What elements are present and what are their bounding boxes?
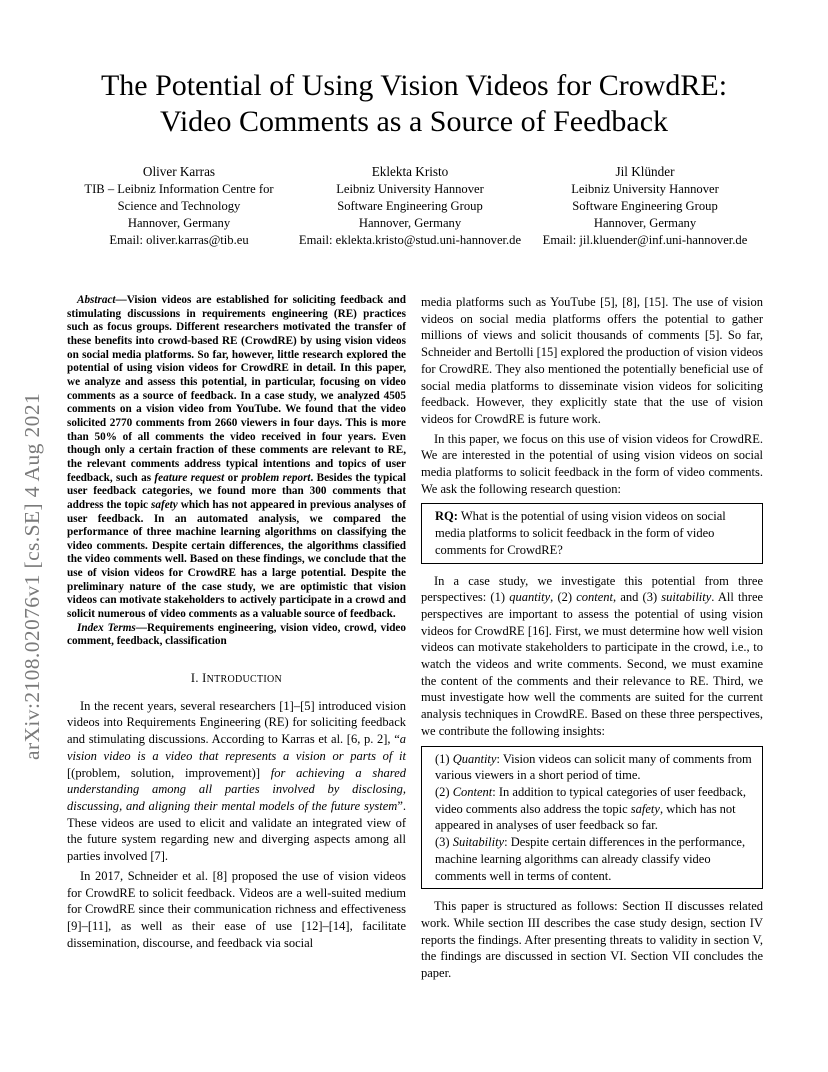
right-column — [421, 294, 763, 982]
insight-item — [435, 834, 753, 884]
author-affiliation: Software Engineering Group — [337, 199, 483, 213]
abstract-text: —Vision videos are established for soliciting feedback and stimulating discussions in requirements engineering (RE) practices such as focus groups. Different researchers motivated the transfer of these benefits into crowd-based RE (CrowdRE) by using vision videos on social media platforms. So far, however, little research explored the potential of using vision videos for CrowdRE in detail. In this paper, we analyze and assess this potential, in particular, focusing on video comments as a source of feedback. In a case study, we analyzed 4505 comments on a vision video from YouTube. We found that the video solicited 2770 comments from 2660 viewers in four days. This is more than 50% of all comments the video received in four years. Even though only a certain fraction of these comments are relevant to RE, the relevant comments address typical intentions and topics of user feedback, such as — [67, 294, 406, 484]
author-affiliation: Leibniz University Hannover — [571, 182, 719, 196]
author-2 — [284, 162, 536, 249]
paragraph-text: , (2) — [550, 590, 577, 605]
section-title: NTRODUCTION — [206, 674, 283, 686]
author-affiliation: Hannover, Germany — [358, 216, 462, 230]
quote-emphasis: a vision video is a video that represents a vision or parts of it — [67, 732, 406, 763]
insight-number: (2) — [435, 784, 453, 799]
insight-number: (3) — [435, 835, 453, 850]
author-3 — [530, 162, 760, 249]
insight-item — [435, 784, 753, 834]
author-name: Jil Klünder — [615, 164, 675, 179]
left-column — [67, 294, 407, 950]
section-numeral: I. I — [190, 671, 207, 686]
arxiv-identifier[interactable]: arXiv:2108.02076v1 [cs.SE] 4 Aug 2021 — [20, 392, 44, 760]
insight-text: , which has not appeared in analyses of user feedback so far. — [435, 801, 736, 833]
section-heading-introduction — [67, 670, 406, 689]
abstract-text: or — [224, 471, 242, 484]
insight-text: : Despite certain differences in the performance, machine learning algorithms can already classify video comments well in terms of content. — [435, 835, 746, 883]
index-terms-text: —Requirements engineering, vision video, crowd, video comment, feedback, classification — [67, 621, 406, 648]
term-emphasis: suitability — [661, 590, 712, 605]
paragraph-text: In the recent years, several researchers [1]–[5] introduced vision videos into Requirements Engineering (RE) for soliciting feedback and stimulating discussions. According to Karras et al. [6, p. 2], “ — [67, 698, 406, 747]
right-paragraph-2 — [421, 573, 763, 740]
quote-emphasis: for achieving a shared understanding among all parties involved by disclosing, discussing, and aligning their mental models of the future system — [67, 765, 406, 813]
index-terms-lead: Index Terms — [77, 621, 136, 634]
abstract-text: . Besides the typical user feedback categories, we found more than 300 comments that address the topic — [67, 471, 407, 511]
paragraph-text: . All three perspectives are important to assess the potential of using vision videos for CrowdRE [16]. First, we must determine how well vision videos can motivate stakeholders to participate in the crowd, i.e., to watch the videos and write comments. Second, we must examine the content of the comments and their relevance to RE. Third, we must investigate how well the comments are suited for the current analysis techniques in CrowdRE. Based on these three perspectives, we contribute the following insights: — [421, 590, 764, 738]
author-affiliation: TIB – Leibniz Information Centre for — [84, 182, 274, 196]
intro-paragraph-2: In 2017, Schneider et al. [8] proposed the use of vision videos for CrowdRE to solicit feedback. Videos are a well-suited medium for CrowdRE since their communication richness and effectiveness [9]–[11], as well as their ease of use [12]–[14], facilitate dissemination, discourse, and feedback via social — [67, 868, 406, 950]
paragraph-text: ”. These videos are used to elicit and validate an integrated view of the future system regarding new and diverging aspects among all parties involved [7]. — [67, 798, 406, 864]
abstract-emphasis: safety — [151, 498, 178, 511]
abstract-lead: Abstract — [77, 294, 116, 306]
intro-paragraph-1 — [67, 698, 406, 865]
author-affiliation: Leibniz University Hannover — [336, 182, 484, 196]
rq-text: What is the potential of using vision videos on social media platforms to solicit feedback in the form of video comments for CrowdRE? — [435, 509, 726, 557]
author-1 — [73, 162, 285, 249]
paper-title — [40, 68, 788, 140]
index-terms — [67, 622, 406, 649]
term-emphasis: quantity — [509, 590, 551, 605]
author-affiliation: Hannover, Germany — [127, 216, 231, 230]
author-email[interactable]: Email: oliver.karras@tib.eu — [109, 233, 249, 247]
author-email[interactable]: Email: eklekta.kristo@stud.uni-hannover.de — [298, 233, 522, 247]
paragraph-text: [(problem, solution, improvement)] — [67, 765, 271, 780]
paragraph-text: , and (3) — [613, 590, 662, 605]
author-name: Oliver Karras — [142, 164, 216, 179]
author-affiliation: Software Engineering Group — [572, 199, 718, 213]
author-name: Eklekta Kristo — [371, 164, 449, 179]
title-line-1: The Potential of Using Vision Videos for CrowdRE: — [100, 69, 728, 102]
insight-term: Content — [452, 784, 493, 799]
rq-label: RQ: — [435, 509, 458, 524]
insight-term: Suitability — [452, 835, 505, 850]
insights-box — [421, 746, 763, 890]
title-line-2: Video Comments as a Source of Feedback — [159, 105, 669, 138]
research-question-box — [421, 503, 763, 563]
abstract-emphasis: feature request — [154, 471, 225, 484]
insight-number: (1) — [435, 751, 453, 766]
author-email[interactable]: Email: jil.kluender@inf.uni-hannover.de — [542, 233, 748, 247]
insight-term: Quantity — [452, 751, 497, 766]
right-paragraph-1: In this paper, we focus on this use of vision videos for CrowdRE. We are interested in the potential of using vision videos on social media platforms to solicit feedback in the form of video comments. We ask the following research question: — [421, 431, 763, 496]
abstract — [67, 294, 406, 622]
right-paragraph-3: This paper is structured as follows: Section II discusses related work. While section III describes the case study design, section IV reports the findings. After presenting threats to validity in section V, the findings are discussed in section VI. Section VII concludes the paper. — [421, 899, 763, 981]
author-affiliation: Hannover, Germany — [593, 216, 697, 230]
abstract-text: which has not appeared in previous analyses of user feedback. In an automated analysis, we compared the performance of three machine learning algorithms on classifying the video comments. Despite certain differences, the algorithms classified the video comments well. Based on these findings, we conclude that the use of vision videos for CrowdRE has a large potential. Despite the preliminary nature of the case study, we are optimistic that vision videos can motivate stakeholders to actively participate in a crowd and solicit numerous of video comments as a valuable source of feedback. — [67, 498, 406, 621]
insight-term: safety — [630, 801, 660, 816]
insight-text: : Vision videos can solicit many of comments from various viewers in a short period of time. — [435, 751, 752, 783]
intro-paragraph-2-continued: media platforms such as YouTube [5], [8], [15]. The use of vision videos on social media platforms offers the potential to gather millions of views and solicit thousands of comments [5]. So far, Schneider and Bertolli [15] explored the production of vision videos for CrowdRE. They also mentioned the potentially beneficial use of social media platforms to disseminate vision videos for soliciting feedback. However, they explicitly state that the use of vision videos for CrowdRE is future work. — [421, 295, 763, 426]
author-affiliation: Science and Technology — [117, 199, 241, 213]
insight-item — [435, 751, 753, 784]
term-emphasis: content — [576, 590, 614, 605]
insight-text: : In addition to typical categories of user feedback, video comments also address the topic — [435, 784, 747, 816]
paragraph-text: In a case study, we investigate this potential from three perspectives: (1) — [421, 573, 763, 605]
abstract-emphasis: problem report — [241, 471, 311, 484]
